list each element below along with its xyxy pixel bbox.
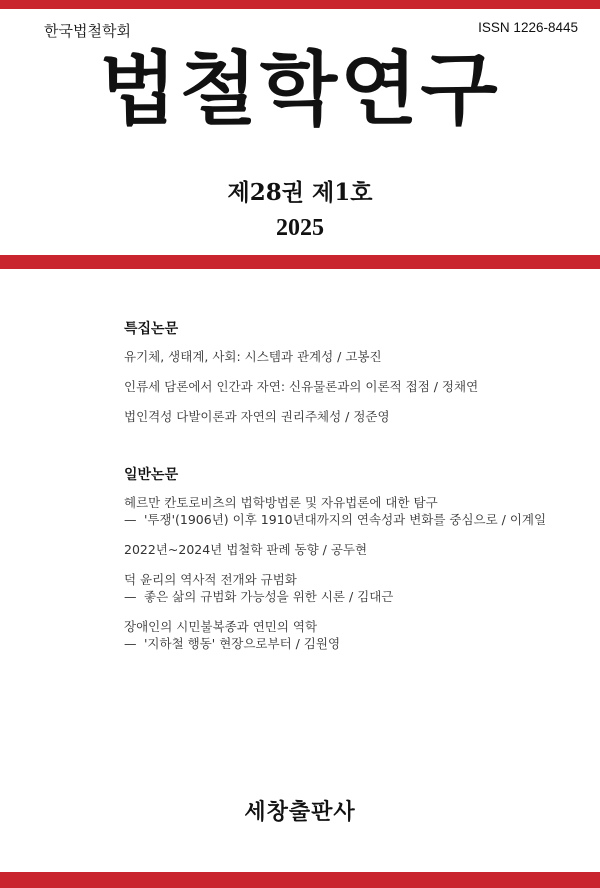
article-item [124, 618, 580, 652]
article-item [124, 408, 580, 425]
article-subtitle [124, 588, 580, 605]
subtitle-dash: — [124, 589, 137, 604]
top-red-band [0, 0, 600, 9]
article-item [124, 378, 580, 395]
article-item [124, 541, 580, 558]
publisher-logo: 세창출판사 [244, 800, 356, 825]
bottom-red-band [0, 872, 600, 888]
publication-year: 2025 [276, 215, 324, 241]
article-title: 인류세 담론에서 인간과 자연: 신유물론과의 이론적 접점 / 정채연 [124, 379, 479, 394]
special-articles-section [124, 318, 580, 438]
article-title: 유기체, 생태계, 사회: 시스템과 관계성 / 고봉진 [124, 349, 382, 364]
article-title: 법인격성 다발이론과 자연의 권리주체성 / 정준영 [124, 409, 390, 424]
article-title: 덕 윤리의 역사적 전개와 규범화 [124, 572, 297, 587]
general-articles-section [124, 464, 580, 665]
society-name: 한국법철학회 [44, 22, 131, 40]
article-title: 장애인의 시민불복종과 연민의 역학 [124, 619, 318, 634]
article-title: 2022년~2024년 법철학 판례 동향 / 공두현 [124, 542, 368, 557]
volume-issue: 제28권 제1호 [227, 179, 373, 206]
article-item [124, 571, 580, 605]
article-subtitle [124, 511, 580, 528]
subtitle-text: 좋은 삶의 규범화 가능성을 위한 시론 / 김대근 [144, 589, 394, 604]
subtitle-dash: — [124, 636, 137, 651]
journal-title: 법철학연구 [99, 43, 501, 136]
middle-red-band [0, 255, 600, 269]
section-title: 특집논문 [124, 321, 179, 337]
article-item [124, 348, 580, 365]
subtitle-dash: — [124, 512, 137, 527]
subtitle-text: '지하철 행동' 현장으로부터 / 김원영 [144, 636, 341, 651]
subtitle-text: '투쟁'(1906년) 이후 1910년대까지의 연속성과 변화를 중심으로 / 이계일 [144, 512, 547, 527]
article-subtitle [124, 635, 580, 652]
issn-label: ISSN 1226-8445 [478, 20, 578, 35]
article-title: 헤르만 칸토로비츠의 법학방법론 및 자유법론에 대한 탐구 [124, 495, 438, 510]
article-item [124, 494, 580, 528]
section-title: 일반논문 [124, 467, 179, 483]
